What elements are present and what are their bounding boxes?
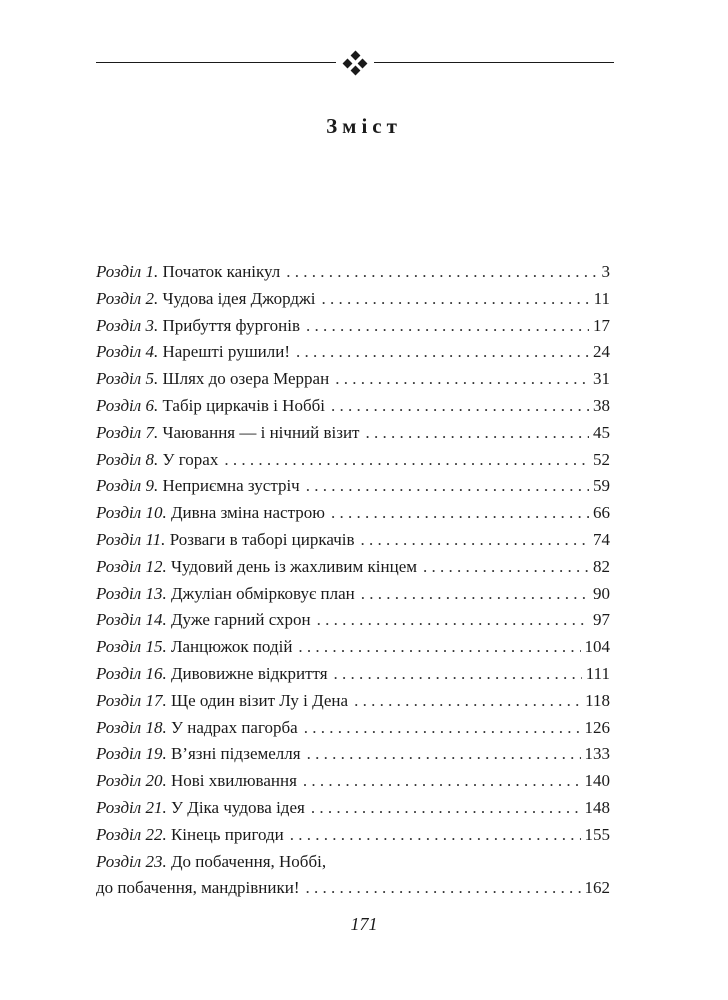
dot-leader xyxy=(296,339,589,366)
chapter-title: Дуже гарний схрон xyxy=(170,610,311,630)
dot-leader xyxy=(361,581,589,608)
dot-leader xyxy=(304,715,581,742)
chapter-title: Дивовижне відкриття xyxy=(170,663,328,683)
chapter-page: 133 xyxy=(584,744,610,764)
chapter-page: 126 xyxy=(584,717,610,737)
toc-entry xyxy=(96,634,610,661)
chapter-page: 97 xyxy=(593,610,610,630)
chapter-page: 11 xyxy=(593,288,610,308)
chapter-number: Розділ 10. xyxy=(96,503,167,523)
chapter-number: Розділ 17. xyxy=(96,690,167,710)
chapter-title: В’язні підземелля xyxy=(170,744,301,764)
chapter-page: 90 xyxy=(593,583,610,603)
chapter-number: Розділ 23. xyxy=(96,851,167,871)
chapter-title: Нарешті рушили! xyxy=(162,342,291,362)
toc-entry xyxy=(96,822,610,849)
chapter-title: Розваги в таборі циркачів xyxy=(169,529,355,549)
chapter-page: 3 xyxy=(601,262,610,281)
toc-entry xyxy=(96,715,610,742)
toc-entry xyxy=(96,313,610,340)
dot-leader xyxy=(317,607,589,634)
chapter-number: Розділ 1. xyxy=(96,262,159,281)
toc-entry xyxy=(96,473,610,500)
toc-entry xyxy=(96,259,610,286)
dot-leader xyxy=(334,661,582,688)
chapter-number: Розділ 6. xyxy=(96,395,159,415)
chapter-title: Нові хвилювання xyxy=(170,771,297,791)
chapter-page: 111 xyxy=(585,663,610,683)
dot-leader xyxy=(290,822,581,849)
table-of-contents xyxy=(96,259,610,902)
dot-leader xyxy=(303,768,581,795)
toc-entry xyxy=(96,554,610,581)
toc-entry xyxy=(96,688,610,715)
chapter-title: У надрах пагорба xyxy=(170,717,298,737)
chapter-number: Розділ 22. xyxy=(96,824,167,844)
toc-entry xyxy=(96,849,610,876)
dot-leader xyxy=(286,259,597,286)
chapter-title: У горах xyxy=(162,449,219,469)
chapter-title-line2: до побачення, мандрівники! xyxy=(96,878,300,898)
toc-entry-continuation xyxy=(96,875,610,902)
dot-leader xyxy=(306,875,581,902)
chapter-page: 148 xyxy=(584,797,610,817)
dot-leader xyxy=(366,420,590,447)
chapter-page: 38 xyxy=(593,395,610,415)
chapter-number: Розділ 9. xyxy=(96,476,159,496)
chapter-page: 82 xyxy=(593,556,610,576)
chapter-number: Розділ 16. xyxy=(96,663,167,683)
page-number: 171 xyxy=(350,914,378,934)
dot-leader xyxy=(354,688,581,715)
chapter-title: Прибуття фургонів xyxy=(162,315,301,335)
chapter-title: Ланцюжок подій xyxy=(170,637,293,657)
chapter-title: Чудова ідея Джорджі xyxy=(162,288,316,308)
chapter-page: 155 xyxy=(584,824,610,844)
dot-leader xyxy=(361,527,589,554)
chapter-page: 140 xyxy=(584,771,610,791)
header-ornament xyxy=(96,48,614,78)
chapter-number: Розділ 13. xyxy=(96,583,167,603)
toc-entry xyxy=(96,286,610,313)
dot-leader xyxy=(298,634,580,661)
chapter-page: 66 xyxy=(593,503,610,523)
chapter-page: 118 xyxy=(585,690,610,710)
chapter-title: Чудовий день із жахливим кінцем xyxy=(170,556,418,576)
chapter-number: Розділ 3. xyxy=(96,315,159,335)
toc-entry xyxy=(96,661,610,688)
chapter-title: Початок канікул xyxy=(162,262,281,281)
toc-entry xyxy=(96,339,610,366)
page-title: Зміст xyxy=(326,114,402,138)
dot-leader xyxy=(331,500,589,527)
toc-entry xyxy=(96,607,610,634)
dot-leader xyxy=(306,473,589,500)
chapter-title: Дивна зміна настрою xyxy=(170,503,325,523)
chapter-number: Розділ 2. xyxy=(96,288,159,308)
dot-leader xyxy=(307,741,581,768)
chapter-title: Ще один візит Лу і Дена xyxy=(170,690,349,710)
chapter-title: Шлях до озера Мерран xyxy=(162,369,330,389)
toc-entry xyxy=(96,527,610,554)
chapter-number: Розділ 11. xyxy=(96,529,166,549)
toc-entry xyxy=(96,795,610,822)
chapter-number: Розділ 18. xyxy=(96,717,167,737)
ornament-rule-left xyxy=(96,62,336,63)
chapter-number: Розділ 15. xyxy=(96,637,167,657)
dot-leader xyxy=(331,393,589,420)
chapter-number: Розділ 14. xyxy=(96,610,167,630)
toc-entry xyxy=(96,366,610,393)
toc-entry xyxy=(96,741,610,768)
dot-leader xyxy=(311,795,581,822)
dot-leader xyxy=(335,366,589,393)
chapter-title: Табір циркачів і Ноббі xyxy=(162,395,325,415)
chapter-number: Розділ 7. xyxy=(96,422,159,442)
dot-leader xyxy=(321,286,589,313)
chapter-title: Кінець пригоди xyxy=(170,824,284,844)
chapter-page: 59 xyxy=(593,476,610,496)
chapter-number: Розділ 4. xyxy=(96,342,159,362)
chapter-number: Розділ 19. xyxy=(96,744,167,764)
chapter-page: 24 xyxy=(593,342,610,362)
dot-leader xyxy=(423,554,589,581)
toc-entry xyxy=(96,500,610,527)
chapter-number: Розділ 12. xyxy=(96,556,167,576)
chapter-title: Чаювання — і нічний візит xyxy=(162,422,360,442)
chapter-page: 17 xyxy=(593,315,610,335)
chapter-title: До побачення, Ноббі, xyxy=(170,851,327,871)
toc-entry xyxy=(96,393,610,420)
chapter-page: 104 xyxy=(584,637,610,657)
chapter-title: У Діка чудова ідея xyxy=(170,797,305,817)
toc-entry xyxy=(96,447,610,474)
chapter-number: Розділ 21. xyxy=(96,797,167,817)
ornament-rule-right xyxy=(374,62,614,63)
chapter-page: 52 xyxy=(593,449,610,469)
chapter-page: 162 xyxy=(584,878,610,898)
toc-entry xyxy=(96,768,610,795)
toc-entry xyxy=(96,581,610,608)
dot-leader xyxy=(224,447,589,474)
chapter-number: Розділ 20. xyxy=(96,771,167,791)
chapter-page: 74 xyxy=(593,529,610,549)
chapter-page: 31 xyxy=(593,369,610,389)
chapter-number: Розділ 5. xyxy=(96,369,159,389)
chapter-title: Неприємна зустріч xyxy=(162,476,300,496)
chapter-number: Розділ 8. xyxy=(96,449,159,469)
dot-leader xyxy=(306,313,589,340)
toc-entry xyxy=(96,420,610,447)
chapter-title: Джуліан обмірковує план xyxy=(170,583,355,603)
chapter-page: 45 xyxy=(593,422,610,442)
